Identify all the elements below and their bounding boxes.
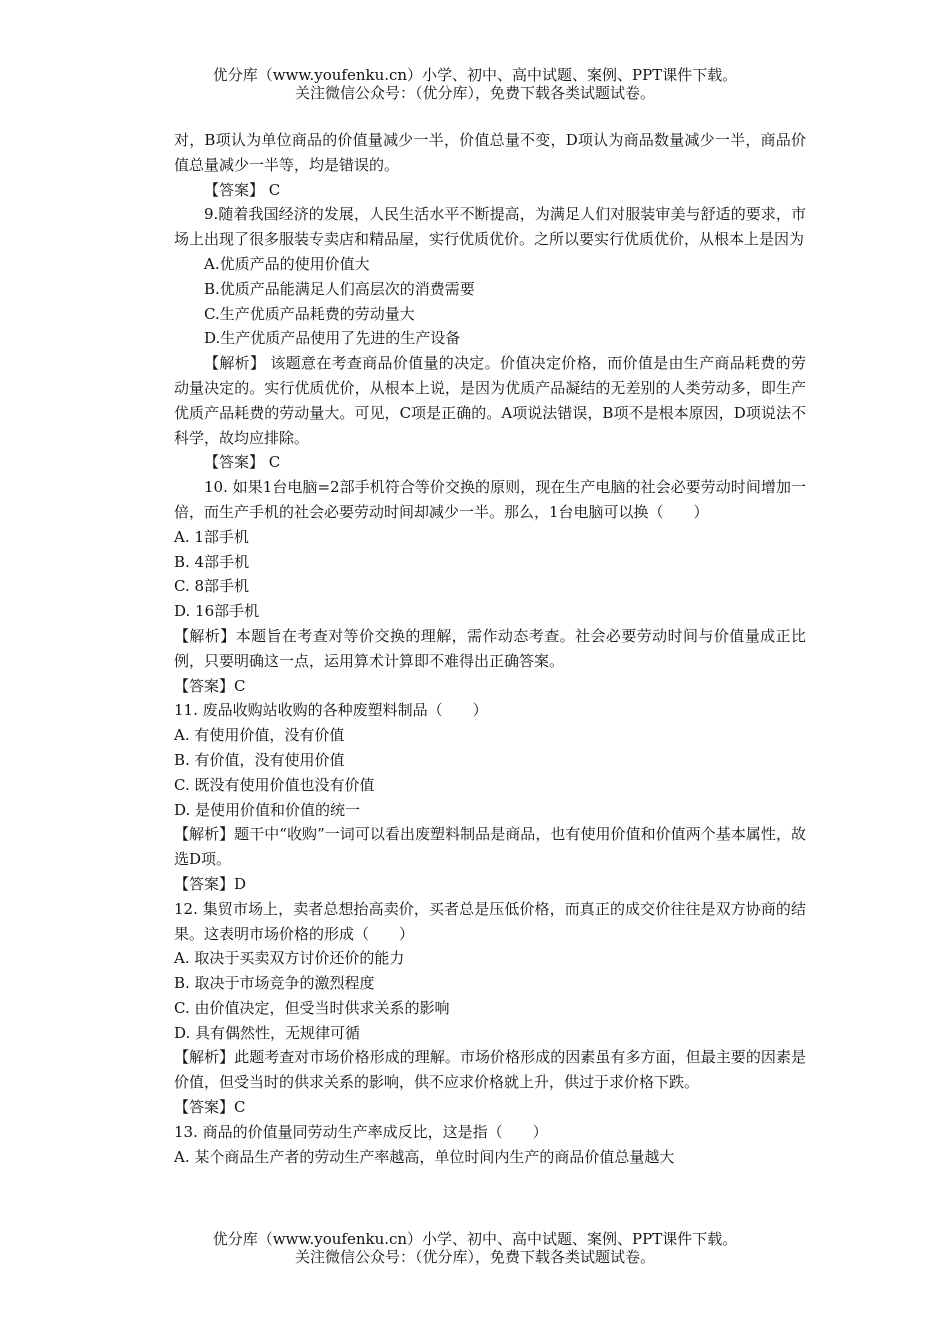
q11-option-b: B. 有价值，没有使用价值: [174, 750, 345, 769]
q9-answer: 【答案】 C: [204, 453, 281, 472]
q11-stem: 11. 废品收购站收购的各种废塑料制品（ ）: [174, 701, 488, 720]
q12-option-c: C. 由价值决定，但受当时供求关系的影响: [174, 998, 450, 1017]
q12-option-b: B. 取决于市场竞争的激烈程度: [174, 974, 375, 993]
q12-option-a: A. 取决于买卖双方讨价还价的能力: [174, 949, 405, 968]
q8-answer: 【答案】 C: [204, 180, 281, 199]
q10-option-a: A. 1部手机: [174, 527, 249, 546]
q10-analysis: 【解析】本题旨在考查对等价交换的理解，需作动态考查。社会必要劳动时间与价值量成正比例，只要明确这一点，运用算术计算即不难得出正确答案。: [174, 626, 806, 670]
page-header: [0, 66, 950, 102]
q9-stem: 9.随着我国经济的发展，人民生活水平不断提高，为满足人们对服装审美与舒适的要求，市场上出现了很多服装专卖店和精品屋，实行优质优价。之所以要实行优质优价，从根本上是因为: [174, 205, 806, 249]
q11-option-a: A. 有使用价值，没有价值: [174, 726, 345, 745]
q10-option-c: C. 8部手机: [174, 577, 250, 596]
footer-line-1: 优分库（www.youfenku.cn）小学、初中、高中试题、案例、PPT课件下载。: [212, 1230, 738, 1248]
q9-option-a: A.优质产品的使用价值大: [204, 254, 370, 273]
q10-option-b: B. 4部手机: [174, 552, 250, 571]
document-body: [174, 128, 806, 1169]
q10-option-d: D. 16部手机: [174, 602, 260, 621]
q11-option-c: C. 既没有使用价值也没有价值: [174, 775, 375, 794]
q10-stem: 10. 如果1台电脑=2部手机符合等价交换的原则，现在生产电脑的社会必要劳动时间增加一倍，而生产手机的社会必要劳动时间却减少一半。那么，1台电脑可以换（ ）: [174, 478, 806, 521]
q9-analysis: 【解析】 该题意在考查商品价值量的决定。价值决定价格，而价值是由生产商品耗费的劳动量决定的。实行优质优价，从根本上说，是因为优质产品凝结的无差别的人类劳动多，即生产优质产品耗费的劳动量大。可见，C项是正确的。A项说法错误，B项不是根本原因，D项说法不科学，故均应排除。: [174, 354, 806, 447]
q12-analysis: 【解析】此题考查对市场价格形成的理解。市场价格形成的因素虽有多方面，但最主要的因素是价值，但受当时的供求关系的影响，供不应求价格就上升，供过于求价格下跌。: [174, 1048, 806, 1092]
q11-option-d: D. 是使用价值和价值的统一: [174, 800, 361, 819]
header-line-2: 关注微信公众号：（优分库），免费下载各类试题试卷。: [294, 84, 655, 102]
header-line-1: 优分库（www.youfenku.cn）小学、初中、高中试题、案例、PPT课件下载。: [212, 66, 738, 84]
q9-option-b: B.优质产品能满足人们高层次的消费需要: [204, 279, 475, 298]
q12-stem: 12. 集贸市场上，卖者总想抬高卖价，买者总是压低价格，而真正的成交价往往是双方协商的结果。这表明市场价格的形成（ ）: [174, 899, 806, 943]
q13-stem: 13. 商品的价值量同劳动生产率成反比，这是指（ ）: [174, 1122, 548, 1141]
q13-option-a: A. 某个商品生产者的劳动生产率越高，单位时间内生产的商品价值总量越大: [174, 1147, 675, 1166]
q11-answer: 【答案】D: [174, 874, 247, 893]
footer-line-2: 关注微信公众号：（优分库），免费下载各类试题试卷。: [294, 1248, 655, 1266]
q12-answer: 【答案】C: [174, 1098, 246, 1117]
q9-option-d: D.生产优质产品使用了先进的生产设备: [204, 329, 461, 348]
page-footer: [0, 1230, 950, 1266]
q10-answer: 【答案】C: [174, 676, 246, 695]
q12-option-d: D. 具有偶然性，无规律可循: [174, 1023, 361, 1042]
q8-tail: 对，B项认为单位商品的价值量减少一半，价值总量不变，D项认为商品数量减少一半，商品价值总量减少一半等，均是错误的。: [174, 131, 806, 174]
q11-analysis: 【解析】题干中“收购”一词可以看出废塑料制品是商品，也有使用价值和价值两个基本属性，故选D项。: [174, 825, 806, 869]
q9-option-c: C.生产优质产品耗费的劳动量大: [204, 304, 415, 323]
